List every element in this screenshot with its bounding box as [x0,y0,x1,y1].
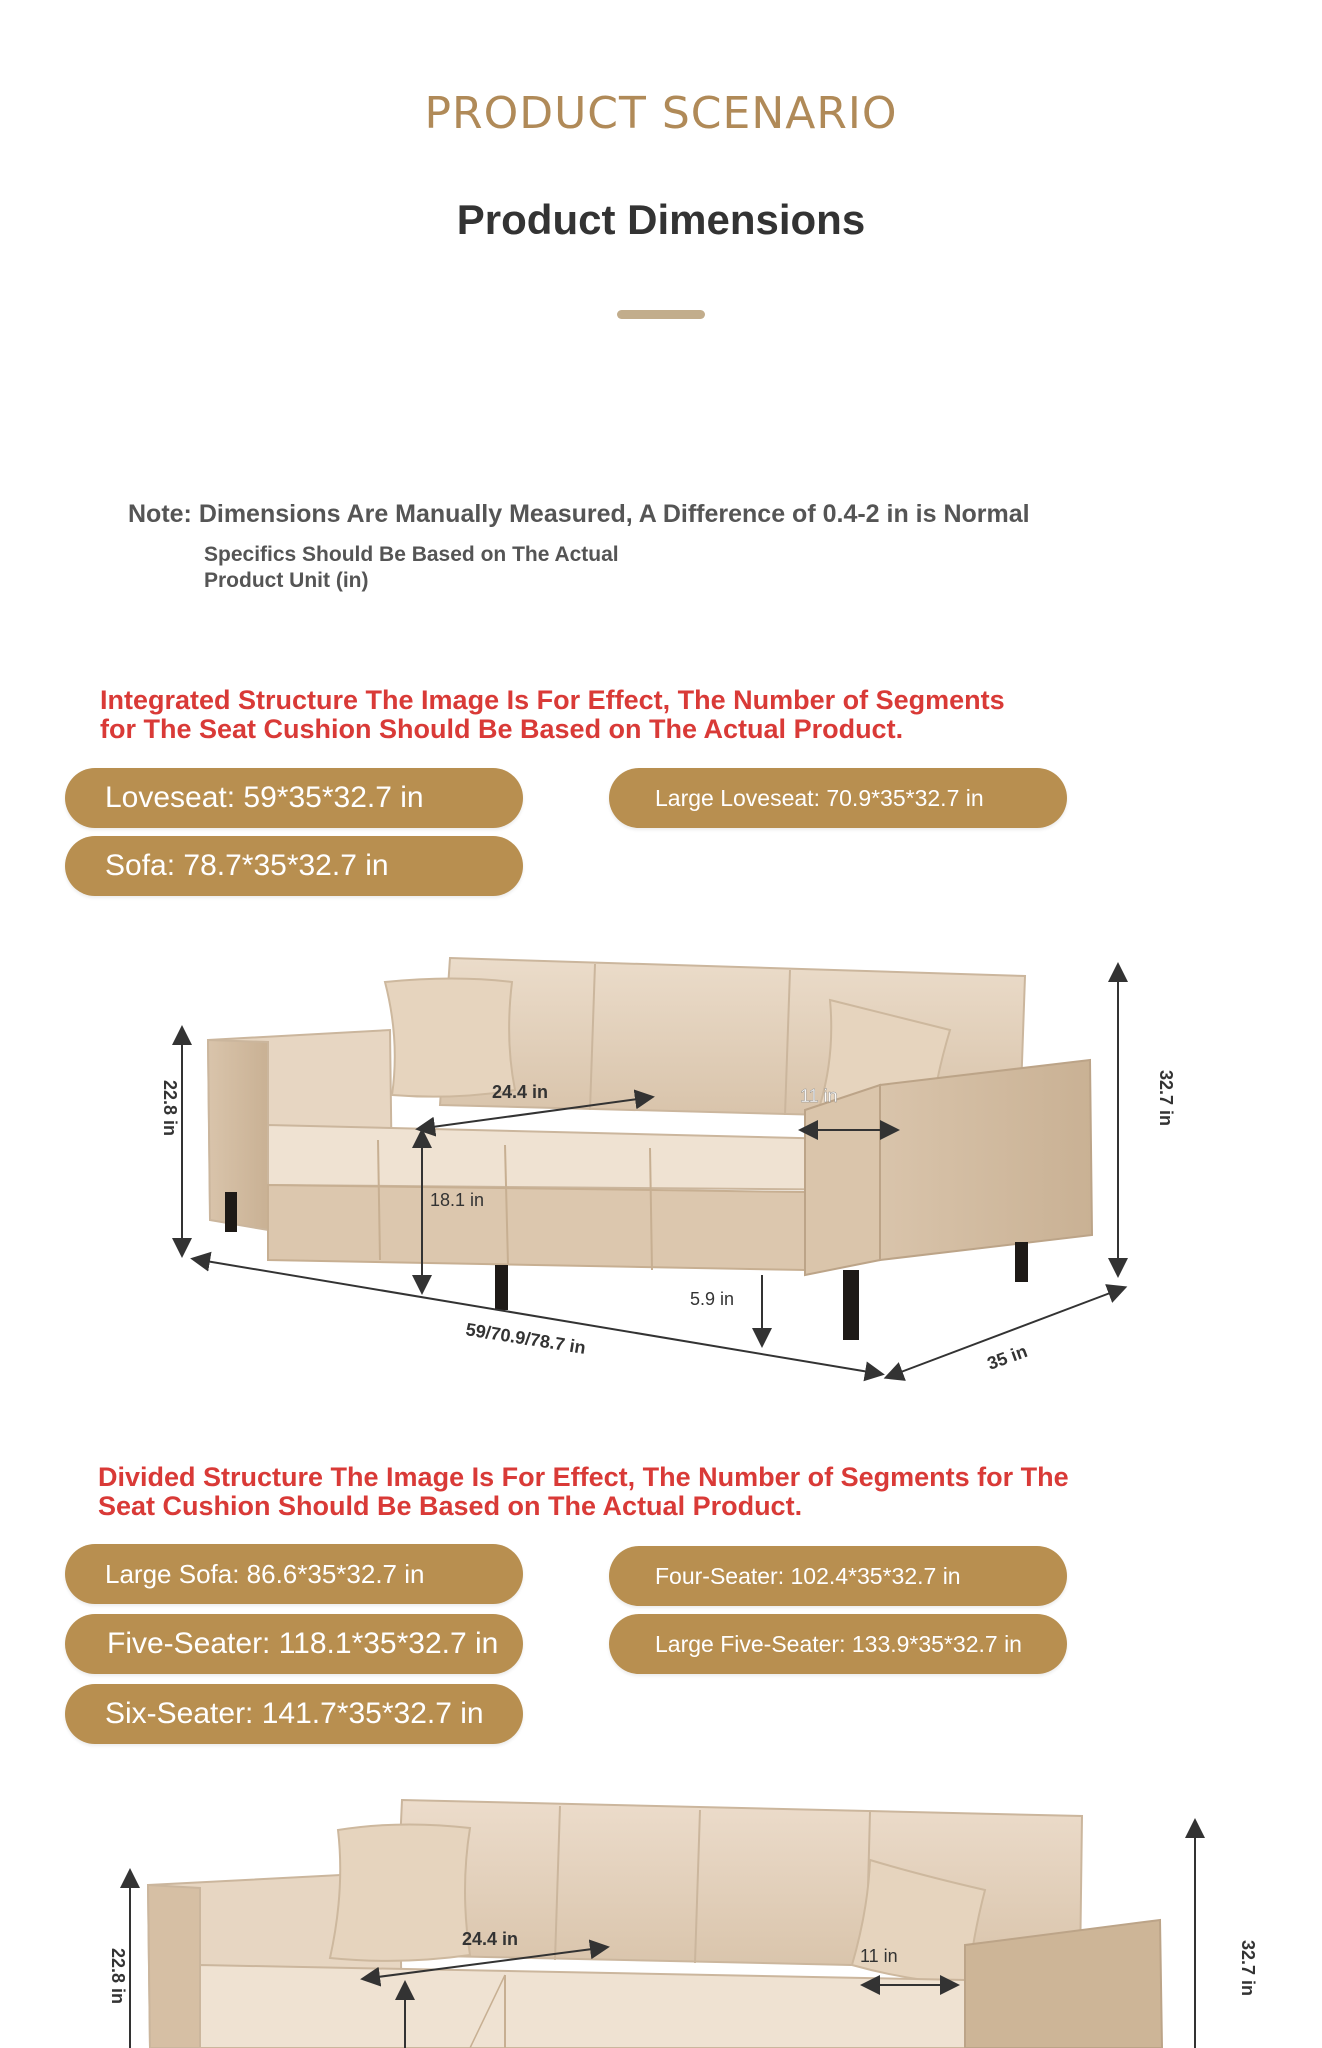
measurement-note-detail [204,542,704,594]
integrated-note-line2: for The Seat Cushion Should Be Based on The Actual Product. [100,714,904,744]
dim-seat-depth: 24.4 in [492,1082,549,1102]
divided-structure-note [98,1463,1078,1521]
size-badge-large-loveseat [609,768,1067,828]
size-label: Sofa: 78.7*35*32.7 in [105,849,389,882]
size-label: Loveseat: 59*35*32.7 in [105,781,424,814]
dim-total-height: 32.7 in [1238,1940,1258,1997]
size-badge-large-five-seater [609,1614,1067,1674]
dim-arm-width: 11 in [860,1946,898,1966]
size-label: Five-Seater: 118.1*35*32.7 in [107,1627,499,1660]
dim-depth: 35 in [984,1340,1030,1374]
divided-note-line1: Divided Structure The Image Is For Effect, The Number of Segments for The [98,1462,1069,1492]
integrated-note-line1: Integrated Structure The Image Is For Effect, The Number of Segments [100,685,1005,715]
dim-leg-height: 5.9 in [690,1289,735,1309]
size-badge-loveseat [65,768,523,828]
dim-arm-height: 22.8 in [160,1080,180,1137]
dim-arm-width: 11 in [800,1086,838,1106]
section-kicker: PRODUCT SCENARIO [424,88,898,139]
dim-seat-depth: 24.4 in [462,1929,519,1949]
integrated-structure-note [100,686,1080,744]
size-badge-four-seater [609,1546,1067,1606]
divided-sofa-diagram [0,1780,1322,2048]
size-label: Large Loveseat: 70.9*35*32.7 in [655,784,984,811]
size-label: Four-Seater: 102.4*35*32.7 in [655,1562,961,1589]
title-underline [617,310,705,319]
size-label: Large Five-Seater: 133.9*35*32.7 in [655,1630,1022,1657]
measurement-note: Note: Dimensions Are Manually Measured, A Difference of 0.4-2 in is Normal [128,500,1030,528]
page-title: Product Dimensions [456,196,866,243]
dim-length: 59/70.9/78.7 in [464,1319,588,1358]
dim-arm-height: 22.8 in [108,1948,128,2005]
dim-seat-height: 18.1 in [430,1190,485,1210]
dim-total-height: 32.7 in [1156,1070,1176,1127]
note-detail-line1: Specifics Should Be Based on The Actual [204,543,619,566]
size-label: Six-Seater: 141.7*35*32.7 in [105,1697,484,1730]
note-detail-line2: Product Unit (in) [204,569,369,592]
size-label: Large Sofa: 86.6*35*32.7 in [105,1558,425,1589]
divided-note-line2: Seat Cushion Should Be Based on The Actual Product. [98,1491,803,1521]
size-badge-six-seater [65,1684,523,1744]
size-badge-large-sofa [65,1544,523,1604]
integrated-sofa-diagram [0,930,1322,1390]
sofa-illustration [148,1800,1162,2048]
size-badge-sofa [65,836,523,896]
size-badge-five-seater [65,1614,523,1674]
